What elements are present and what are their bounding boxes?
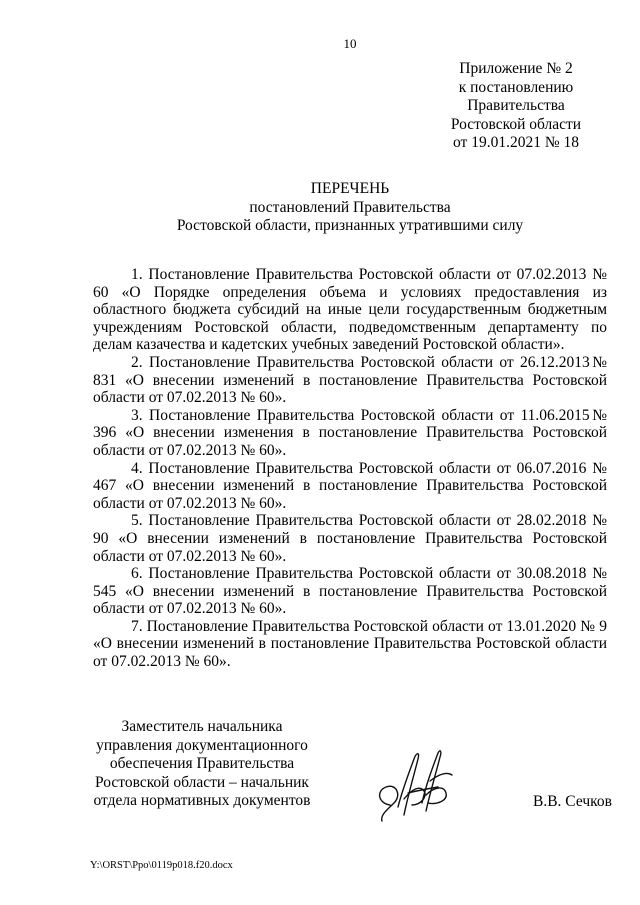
signer-name: В.В. Сечков xyxy=(533,793,612,810)
signer-line: Ростовской области – начальник xyxy=(95,773,309,791)
file-path: Y:\ORST\Ppo\0119p018.f20.docx xyxy=(90,860,233,871)
signer-line: обеспечения Правительства xyxy=(109,755,295,773)
document-subtitle: постановлений Правительства xyxy=(249,198,451,216)
document-subtitle: Ростовской области, признанных утратившими силу xyxy=(176,217,524,235)
appendix-line: Приложение № 2 xyxy=(459,60,573,77)
signer-position xyxy=(88,718,316,811)
appendix-header xyxy=(430,60,602,153)
list-item: 6. Постановление Правительства Ростовской области от 30.08.2018 № 545 «О внесении изменений в постановление Правительства Ростовской области от 07.02.2013 № 60». xyxy=(93,565,607,618)
list-item: 4. Постановление Правительства Ростовской области от 06.07.2016 № 467 «О внесении изменений в постановление Правительства Ростовской области от 07.02.2013 № 60». xyxy=(93,459,607,512)
appendix-line: Ростовской области xyxy=(450,115,582,133)
handwritten-signature xyxy=(368,745,458,830)
document-heading xyxy=(0,180,640,236)
document-title: ПЕРЕЧЕНЬ xyxy=(310,180,390,197)
appendix-line: Правительства xyxy=(467,97,565,115)
signer-line: отдела нормативных документов xyxy=(93,792,311,810)
signer-line: Заместитель начальника xyxy=(121,718,283,735)
appendix-line: от 19.01.2021 № 18 xyxy=(453,134,579,152)
resolution-list xyxy=(93,266,607,671)
signer-line: управления документационного xyxy=(96,736,308,754)
list-item: 3. Постановление Правительства Ростовской области от 11.06.2015№ 396 «О внесении изменения в постановление Правительства Ростовской области от 07.02.2013 № 60». xyxy=(93,406,607,459)
list-item: 5. Постановление Правительства Ростовской области от 28.02.2018 № 90 «О внесении изменений в постановление Правительства Ростовской области от 07.02.2013 № 60». xyxy=(93,512,607,565)
page-number: 10 xyxy=(343,36,357,51)
appendix-line: к постановлению xyxy=(458,78,574,96)
list-item: 1. Постановление Правительства Ростовской области от 07.02.2013 № 60 «О Порядке определения объема и условиях предоставления из областного бюджета субсидий на иные цели государственным бюджетным учреждениям Ростовской области, подведомственным департаменту по делам казачества и кадетских учебных заведений Ростовской области». xyxy=(93,266,607,354)
list-item: 7. Постановление Правительства Ростовской области от 13.01.2020 № 9 «О внесении изменений в постановление Правительства Ростовской области от 07.02.2013 № 60». xyxy=(93,617,607,671)
list-item: 2. Постановление Правительства Ростовской области от 26.12.2013№ 831 «О внесении изменений в постановление Правительства Ростовской области от 07.02.2013 № 60». xyxy=(93,353,607,407)
